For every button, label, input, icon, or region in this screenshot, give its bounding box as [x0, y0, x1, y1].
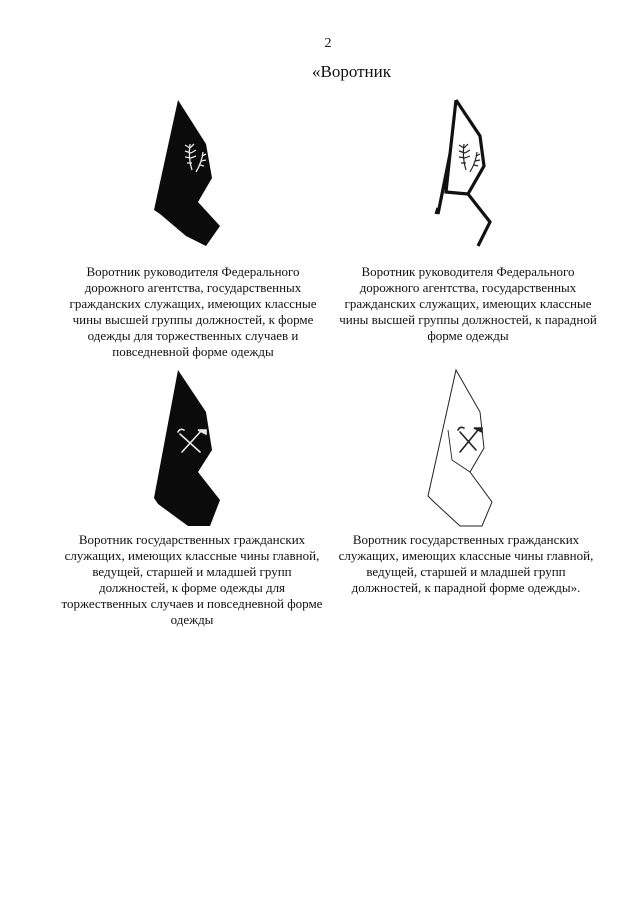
collar-with-pick-and-shovel-emblem-icon — [420, 366, 510, 536]
caption-collar-4: Воротник государственных гражданских служащих, имеющих классные чины главной, ведущей, старшей и младшей групп должностей, к парадной форме одежды». — [338, 532, 594, 595]
document-heading: «Воротник — [312, 62, 391, 81]
collar-figure-outline-tools — [420, 366, 510, 536]
collar-figure-solid-laurel — [148, 96, 238, 256]
collar-with-laurel-emblem-icon — [420, 96, 510, 256]
collar-figure-solid-tools — [148, 366, 238, 536]
collar-figure-outline-laurel — [420, 96, 510, 256]
collar-with-pick-and-shovel-emblem-icon — [148, 366, 238, 536]
page-number: 2 — [324, 36, 332, 51]
caption-collar-3: Воротник государственных гражданских служащих, имеющих классные чины главной, ведущей, старшей и младшей групп должностей, к форме одежды для торжественных случаев и повседневной форме одежды — [61, 532, 323, 627]
collar-with-laurel-emblem-icon — [148, 96, 238, 256]
caption-collar-1: Воротник руководителя Федерального дорожного агентства, государственных гражданских служащих, имеющих классные чины высшей группы должностей, к форме одежды для торжественных случаев и повседневной форме одежды — [69, 264, 317, 359]
caption-collar-2: Воротник руководителя Федерального дорожного агентства, государственных гражданских служащих, имеющих классные чины высшей группы должностей, к парадной форме одежды — [339, 264, 597, 343]
